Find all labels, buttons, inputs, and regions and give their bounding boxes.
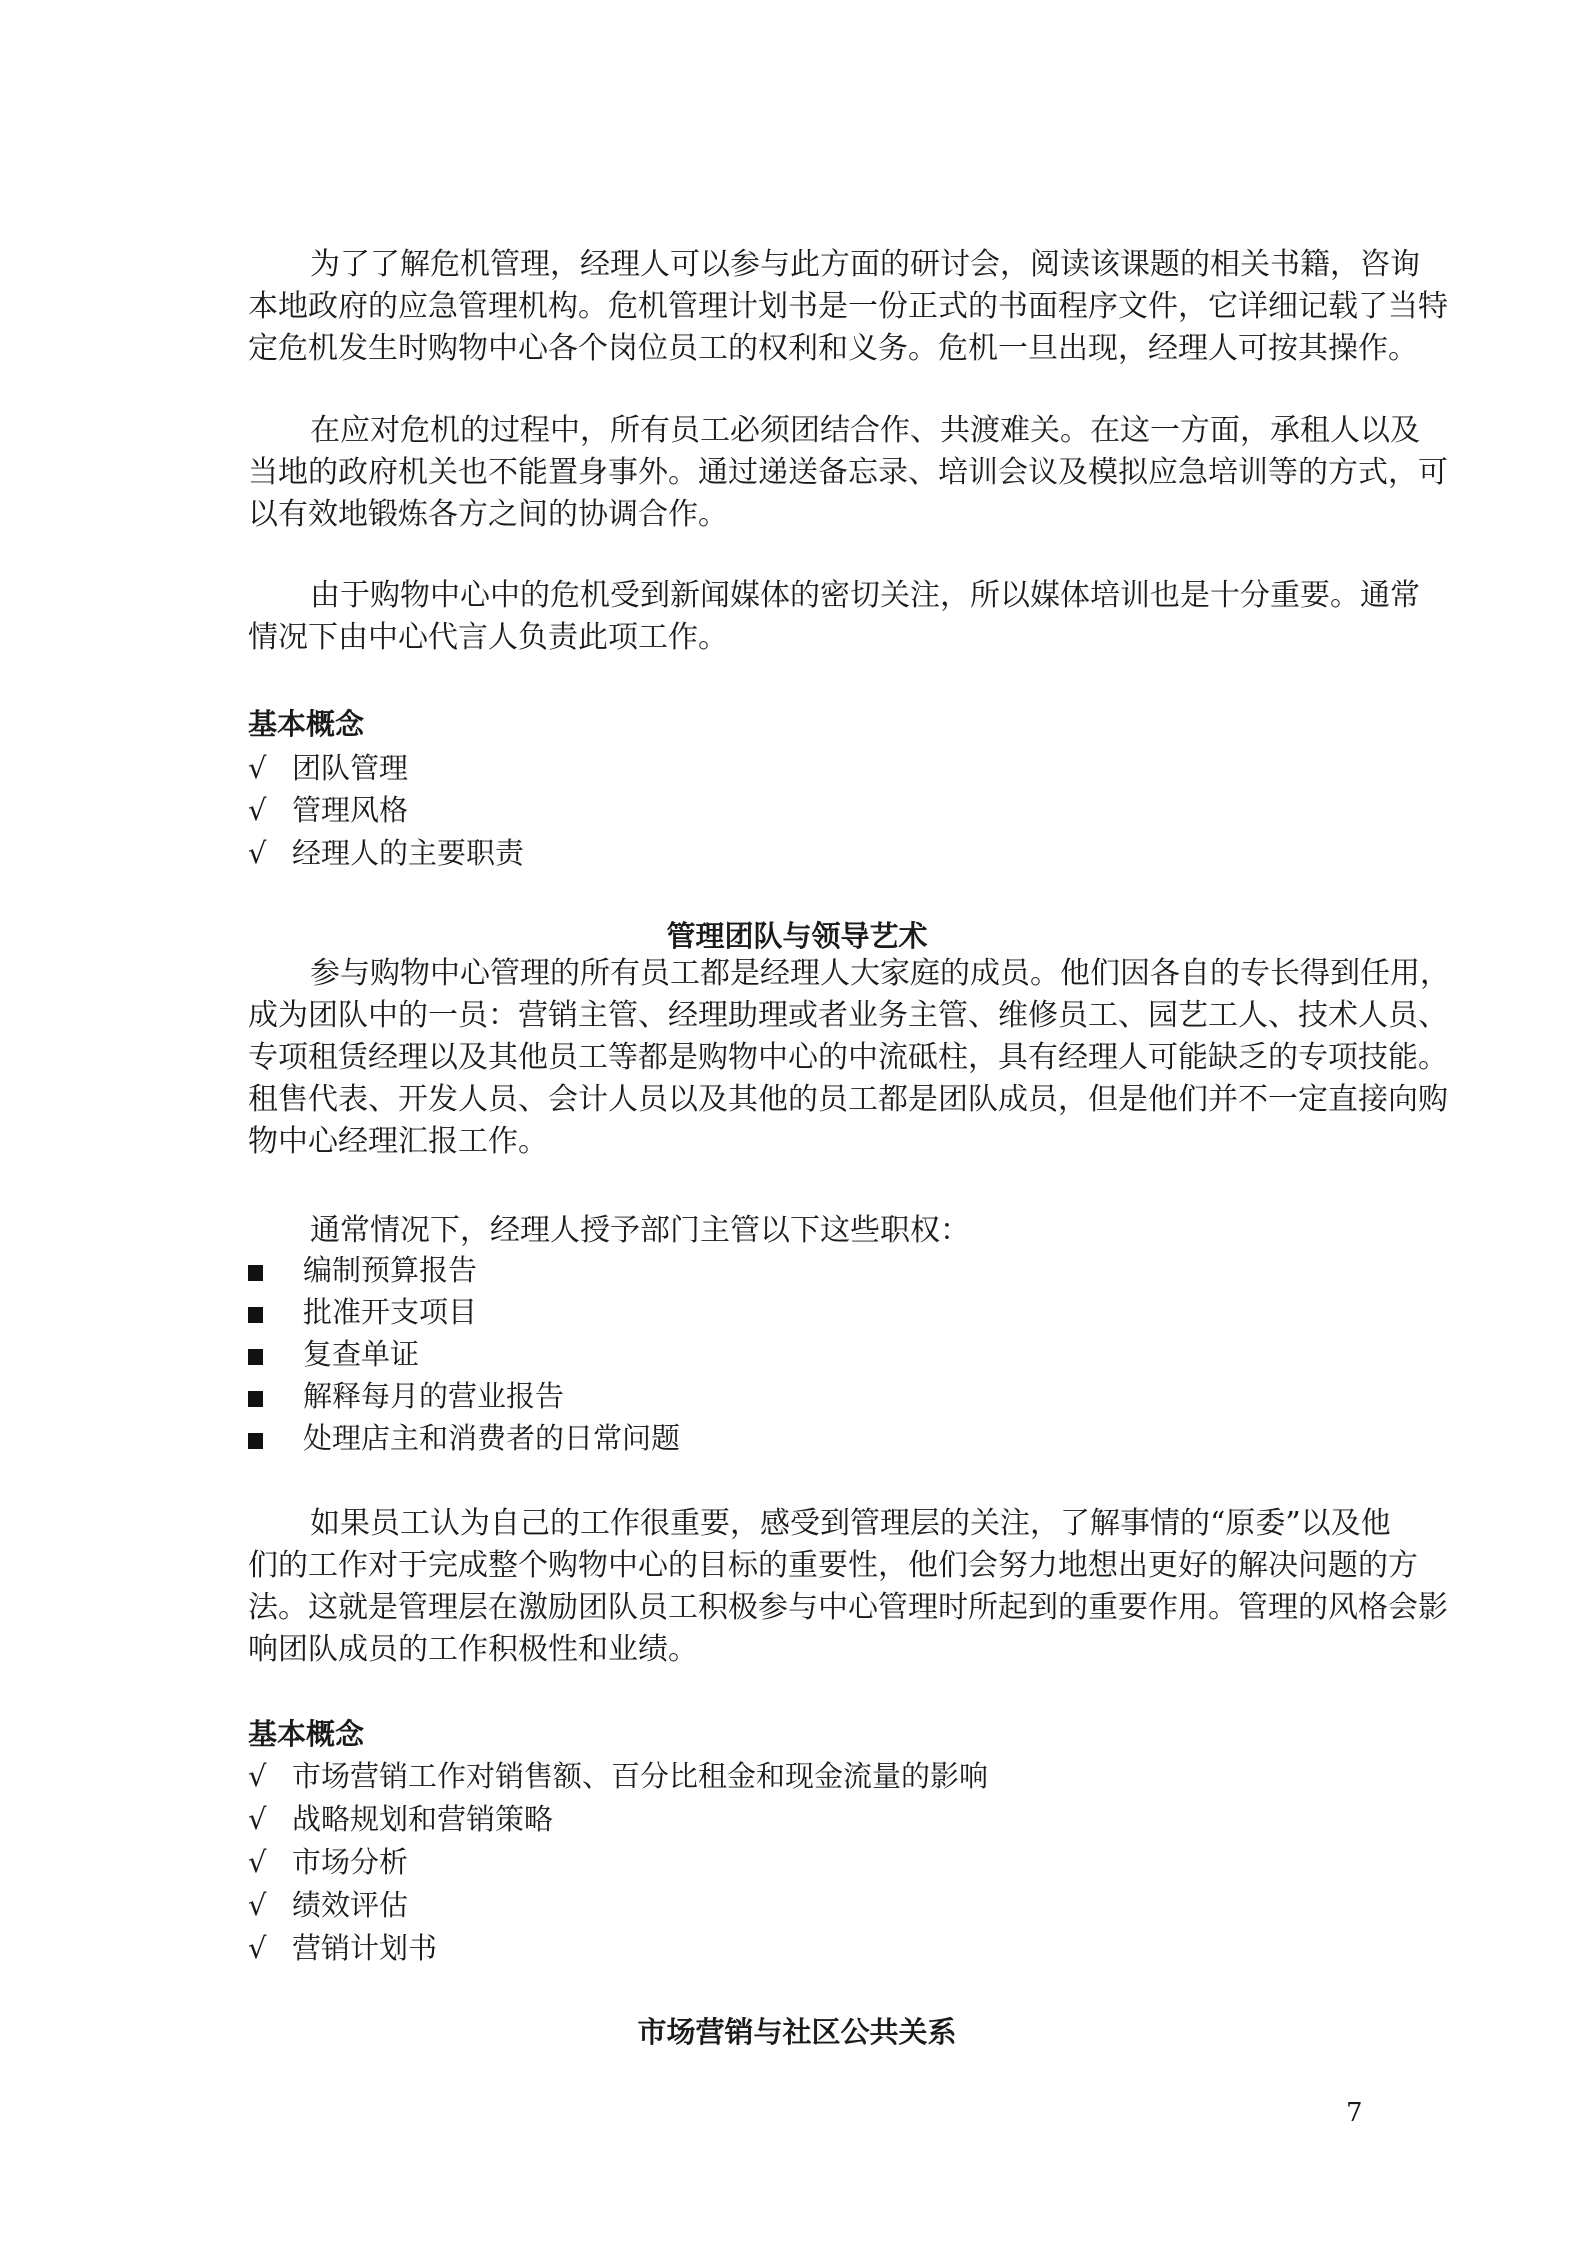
- text-line: 情况下由中心代言人负责此项工作。: [248, 620, 728, 655]
- check-icon: √: [248, 1931, 267, 1965]
- paragraph-management-style: [248, 1503, 1448, 1671]
- paragraph-team-members: [248, 953, 1450, 1163]
- text-line: 如果员工认为自己的工作很重要，感受到管理层的关注，了解事情的“原委”以及他: [310, 1506, 1391, 1541]
- square-bullet-icon: [248, 1265, 263, 1281]
- concept-item: [248, 1928, 437, 1968]
- concepts-heading: 基本概念: [248, 707, 365, 741]
- text-line: 参与购物中心管理的所有员工都是经理人大家庭的成员。他们因各自的专长得到任用，: [310, 956, 1450, 991]
- concept-label: 绩效评估: [292, 1888, 409, 1922]
- check-icon: √: [248, 1759, 267, 1793]
- section-title: 市场营销与社区公共关系: [637, 2015, 957, 2049]
- duty-label: 解释每月的营业报告: [303, 1379, 565, 1413]
- duty-label: 复查单证: [303, 1337, 420, 1371]
- paragraph-crisis-learning: [248, 244, 1448, 370]
- concept-item: [248, 748, 408, 788]
- paragraph-media-training: [248, 575, 1420, 659]
- square-bullet-icon: [248, 1307, 263, 1323]
- concept-item: [248, 1842, 408, 1882]
- text-line: 当地的政府机关也不能置身事外。通过递送备忘录、培训会议及模拟应急培训等的方式，可: [248, 455, 1448, 490]
- text-line: 由于购物中心中的危机受到新闻媒体的密切关注，所以媒体培训也是十分重要。通常: [310, 578, 1420, 613]
- concept-item: [248, 790, 408, 830]
- check-icon: √: [248, 1845, 267, 1879]
- page-number: 7: [1346, 2098, 1363, 2128]
- square-bullet-icon: [248, 1349, 263, 1365]
- text-line: 成为团队中的一员：营销主管、经理助理或者业务主管、维修员工、园艺工人、技术人员、: [248, 998, 1448, 1033]
- check-icon: √: [248, 1888, 267, 1922]
- text-line: 物中心经理汇报工作。: [248, 1124, 548, 1159]
- duty-item: [248, 1250, 477, 1290]
- check-icon: √: [248, 1802, 267, 1836]
- concept-label: 经理人的主要职责: [292, 836, 525, 870]
- concept-label: 营销计划书: [292, 1931, 438, 1965]
- text-line: 在应对危机的过程中，所有员工必须团结合作、共渡难关。在这一方面，承租人以及: [310, 413, 1420, 448]
- paragraph-crisis-teamwork: [248, 410, 1448, 536]
- concept-label: 团队管理: [292, 751, 409, 785]
- paragraph-duties-intro: [248, 1210, 1364, 1252]
- text-line: 专项租赁经理以及其他员工等都是购物中心的中流砥柱，具有经理人可能缺乏的专项技能。: [248, 1040, 1448, 1075]
- concept-label: 管理风格: [292, 793, 409, 827]
- check-icon: √: [248, 793, 267, 827]
- duty-label: 编制预算报告: [303, 1253, 478, 1287]
- square-bullet-icon: [248, 1433, 263, 1449]
- check-icon: √: [248, 836, 267, 870]
- text-line: 本地政府的应急管理机构。危机管理计划书是一份正式的书面程序文件，它详细记载了当特: [248, 289, 1448, 324]
- text-line: 通常情况下，经理人授予部门主管以下这些职权：: [310, 1213, 970, 1248]
- concept-item: [248, 833, 524, 873]
- concept-label: 市场营销工作对销售额、百分比租金和现金流量的影响: [292, 1759, 989, 1793]
- square-bullet-icon: [248, 1391, 263, 1407]
- text-line: 以有效地锻炼各方之间的协调合作。: [248, 497, 728, 532]
- text-line: 为了了解危机管理，经理人可以参与此方面的研讨会，阅读该课题的相关书籍，咨询: [310, 247, 1420, 282]
- section-title: 管理团队与领导艺术: [666, 919, 928, 953]
- concepts-heading: 基本概念: [248, 1717, 365, 1751]
- text-line: 们的工作对于完成整个购物中心的目标的重要性，他们会努力地想出更好的解决问题的方: [248, 1548, 1418, 1583]
- text-line: 法。这就是管理层在激励团队员工积极参与中心管理时所起到的重要作用。管理的风格会影: [248, 1590, 1448, 1625]
- concept-label: 市场分析: [292, 1845, 409, 1879]
- concept-item: [248, 1885, 408, 1925]
- duty-item: [248, 1292, 477, 1332]
- text-line: 租售代表、开发人员、会计人员以及其他的员工都是团队成员，但是他们并不一定直接向购: [248, 1082, 1448, 1117]
- text-line: 定危机发生时购物中心各个岗位员工的权利和义务。危机一旦出现，经理人可按其操作。: [248, 331, 1418, 366]
- text-line: 响团队成员的工作积极性和业绩。: [248, 1632, 698, 1667]
- duty-item: [248, 1376, 564, 1416]
- concept-label: 战略规划和营销策略: [292, 1802, 554, 1836]
- duty-item: [248, 1418, 680, 1458]
- duty-label: 处理店主和消费者的日常问题: [303, 1421, 681, 1455]
- duty-label: 批准开支项目: [303, 1295, 478, 1329]
- concept-item: [248, 1799, 553, 1839]
- concept-item: [248, 1756, 988, 1796]
- duty-item: [248, 1334, 419, 1374]
- check-icon: √: [248, 751, 267, 785]
